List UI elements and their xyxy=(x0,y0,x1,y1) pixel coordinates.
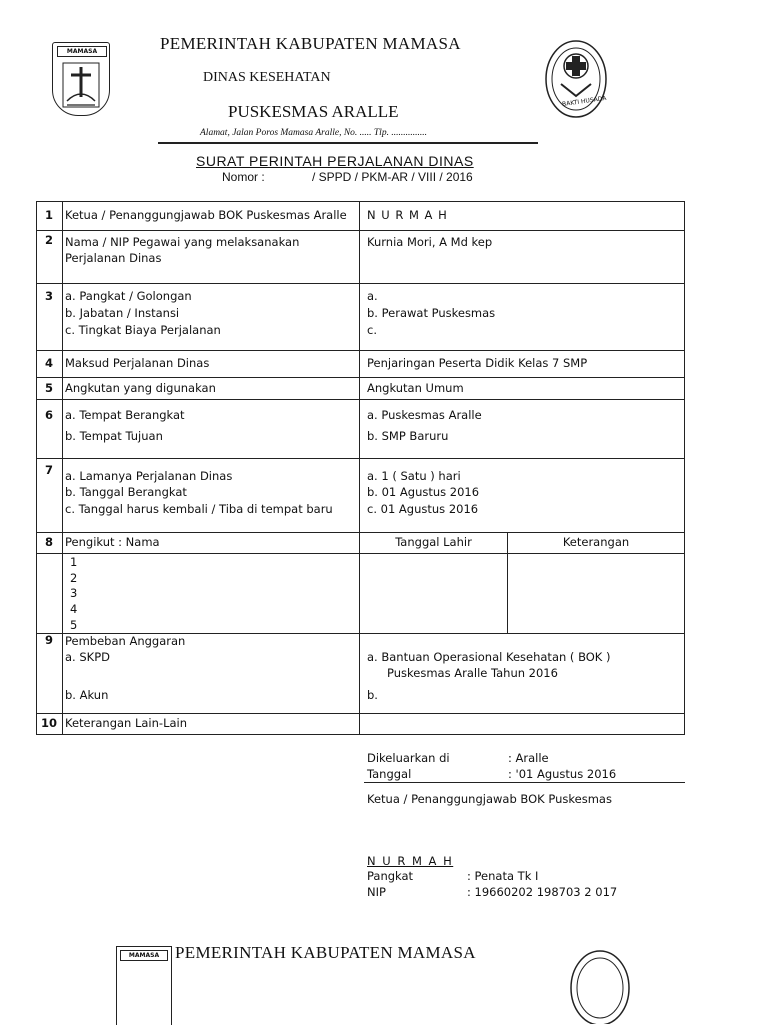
row-3-number: 3 xyxy=(44,289,53,303)
pangkat-value: : Penata Tk I xyxy=(467,869,539,883)
nomor-value: / SPPD / PKM-AR / VIII / 2016 xyxy=(312,170,473,184)
pangkat-label: Pangkat xyxy=(367,869,414,883)
dikeluarkan-value: : Aralle xyxy=(508,751,549,765)
row-9-label: Pembeban Anggaran xyxy=(65,634,186,648)
row-3-value-a: a. xyxy=(367,289,378,303)
row-3-item-a: a. Pangkat / Golongan xyxy=(65,289,192,303)
row-3-value-b: b. Perawat Puskesmas xyxy=(367,306,496,320)
row-7-value-c: c. 01 Agustus 2016 xyxy=(367,502,479,516)
row-7-value-a: a. 1 ( Satu ) hari xyxy=(367,469,461,483)
row-2-label-line2: Perjalanan Dinas xyxy=(65,251,162,265)
row-8-col-keterangan: Keterangan xyxy=(562,535,630,549)
row-8-number: 8 xyxy=(44,535,53,549)
row-9-value-a-line1: a. Bantuan Operasional Kesehatan ( BOK ) xyxy=(367,650,611,664)
next-page-gov: PEMERINTAH KABUPATEN MAMASA xyxy=(175,943,476,962)
header-divider xyxy=(158,142,538,144)
row-5-number: 5 xyxy=(44,381,53,395)
row-7-item-b: b. Tanggal Berangkat xyxy=(65,485,187,499)
signer-title: Ketua / Penanggungjawab BOK Puskesmas xyxy=(367,792,612,806)
row-3-item-c: c. Tingkat Biaya Perjalanan xyxy=(65,323,221,337)
row-2-value: Kurnia Mori, A Md kep xyxy=(367,235,493,249)
header-unit: PUSKESMAS ARALLE xyxy=(228,102,399,121)
pengikut-item-4: 4 xyxy=(70,602,78,616)
row-6-value-a: a. Puskesmas Aralle xyxy=(367,408,482,422)
row-10-label: Keterangan Lain-Lain xyxy=(65,716,188,730)
row-2-number: 2 xyxy=(44,233,53,247)
tanggal-label: Tanggal xyxy=(367,767,412,781)
row-4-label: Maksud Perjalanan Dinas xyxy=(65,356,210,370)
tanggal-value: : '01 Agustus 2016 xyxy=(508,767,617,781)
header-address: Alamat, Jalan Poros Mamasa Aralle, No. ..... Tlp. ............... xyxy=(200,128,427,138)
row-1-label: Ketua / Penanggungjawab BOK Puskesmas Aralle xyxy=(65,208,347,222)
header-dept: DINAS KESEHATAN xyxy=(203,70,331,85)
row-8-label: Pengikut : Nama xyxy=(65,535,160,549)
row-10-number: 10 xyxy=(40,716,57,730)
doc-title: SURAT PERINTAH PERJALANAN DINAS xyxy=(196,153,474,169)
pengikut-item-1: 1 xyxy=(70,555,78,569)
row-6-item-a: a. Tempat Berangkat xyxy=(65,408,185,422)
row-7-item-c: c. Tanggal harus kembali / Tiba di tempat baru xyxy=(65,502,333,516)
row-7-value-b: b. 01 Agustus 2016 xyxy=(367,485,480,499)
nip-label: NIP xyxy=(367,885,386,899)
row-1-number: 1 xyxy=(44,208,53,222)
signer-name: N U R M A H xyxy=(367,854,454,868)
row-8-col-tanggal-lahir: Tanggal Lahir xyxy=(395,535,472,549)
dikeluarkan-label: Dikeluarkan di xyxy=(367,751,450,765)
row-1-value: N U R M A H xyxy=(367,208,448,222)
logo-emblem-icon xyxy=(53,57,109,117)
row-4-value: Penjaringan Peserta Didik Kelas 7 SMP xyxy=(367,356,588,370)
row-6-number: 6 xyxy=(44,408,53,422)
row-9-item-b: b. Akun xyxy=(65,688,109,702)
row-9-item-a: a. SKPD xyxy=(65,650,110,664)
pengikut-item-2: 2 xyxy=(70,571,78,585)
row-9-number: 9 xyxy=(44,633,53,647)
footer-divider xyxy=(364,782,685,783)
next-page-logo-banner: MAMASA xyxy=(120,950,168,961)
row-5-value: Angkutan Umum xyxy=(367,381,464,395)
row-7-item-a: a. Lamanya Perjalanan Dinas xyxy=(65,469,233,483)
row-7-number: 7 xyxy=(44,463,53,477)
row-9-value-a-line2: Puskesmas Aralle Tahun 2016 xyxy=(387,666,558,680)
logo-banner: MAMASA xyxy=(57,46,107,57)
pengikut-item-3: 3 xyxy=(70,586,78,600)
row-2-label-line1: Nama / NIP Pegawai yang melaksanakan xyxy=(65,235,300,249)
row-5-label: Angkutan yang digunakan xyxy=(65,381,216,395)
row-9-value-b: b. xyxy=(367,688,378,702)
header-gov: PEMERINTAH KABUPATEN MAMASA xyxy=(160,34,461,53)
nomor-label: Nomor : xyxy=(222,170,265,184)
pengikut-item-5: 5 xyxy=(70,618,78,632)
next-page-right-logo-icon xyxy=(568,948,632,1024)
row-3-value-c: c. xyxy=(367,323,377,337)
row-6-value-b: b. SMP Baruru xyxy=(367,429,449,443)
logo-right-text: BAKTI HUSADA xyxy=(561,94,607,109)
mamasa-logo xyxy=(52,42,110,116)
row-3-item-b: b. Jabatan / Instansi xyxy=(65,306,180,320)
next-page-logo xyxy=(116,946,172,1025)
row-4-number: 4 xyxy=(44,356,53,370)
row-6-item-b: b. Tempat Tujuan xyxy=(65,429,163,443)
bakti-husada-logo-icon xyxy=(543,38,609,120)
nip-value: : 19660202 198703 2 017 xyxy=(467,885,618,899)
